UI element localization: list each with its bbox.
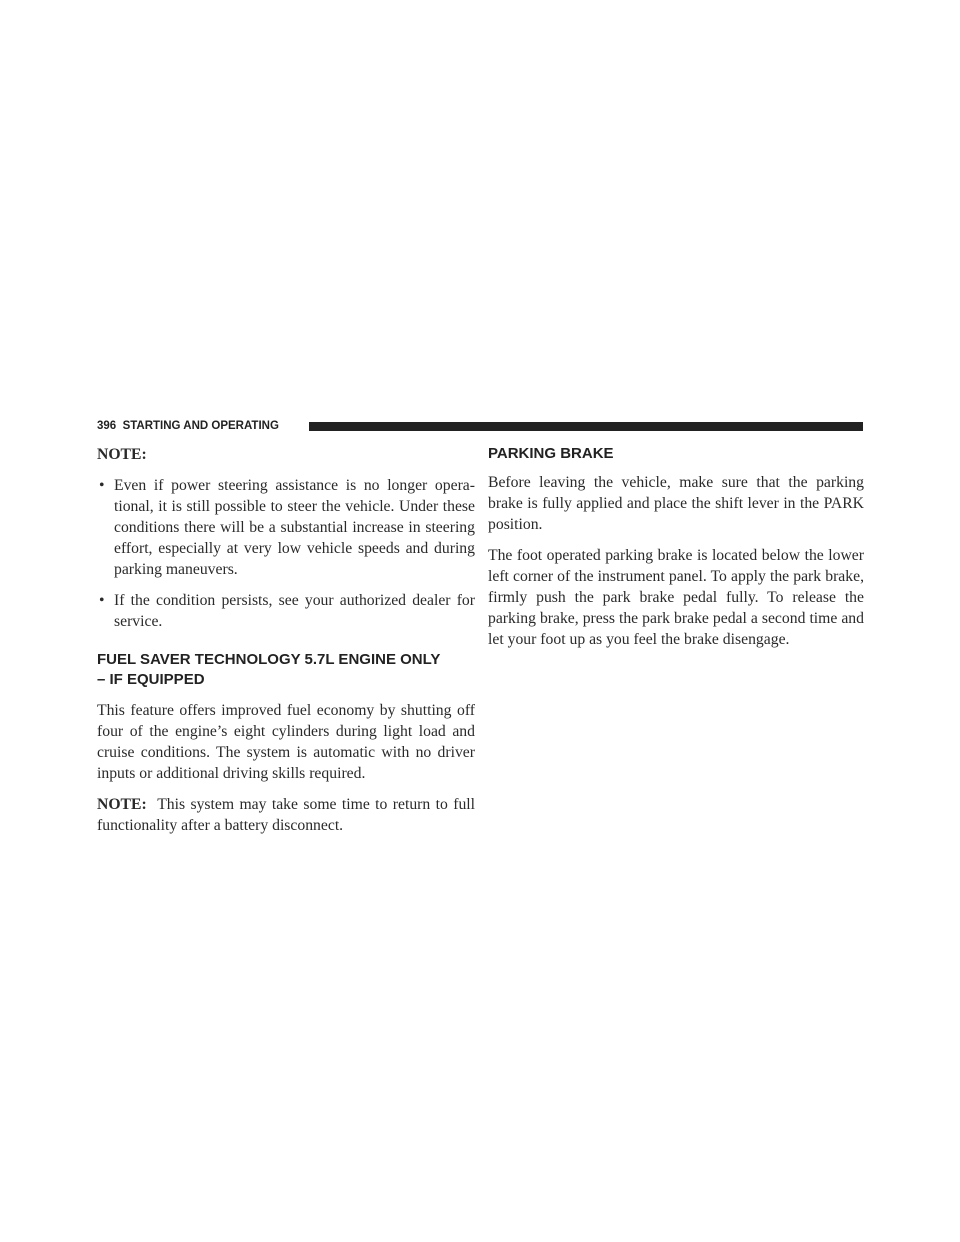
section-title: STARTING AND OPERATING <box>122 420 279 432</box>
page-number: 396 <box>97 420 117 432</box>
list-item <box>97 475 475 580</box>
fuel-heading-line2: – IF EQUIPPED <box>97 671 205 688</box>
note-text: This system may take some time to return to full functionality after a battery disconnect. <box>97 796 476 834</box>
fuel-saver-paragraph: This feature offers improved fuel economy by shutting off four of the engine’s eight cylinders during light load and cruise conditions. The system is automatic with no driver inputs or additional driving skills required. <box>97 702 475 782</box>
list-item <box>97 590 475 632</box>
right-column <box>488 444 864 660</box>
fuel-saver-heading <box>97 650 475 690</box>
battery-note-paragraph <box>97 794 475 836</box>
parking-paragraph-2: The foot operated parking brake is located below the lower left corner of the instrument panel. To apply the park brake, firmly push the park brake pedal fully. To release the parking brake, press the park brake pedal a second time and let your foot up as you feel the brake disengage. <box>488 547 864 648</box>
note-label: NOTE: <box>97 796 147 813</box>
header-rule <box>309 422 863 431</box>
note-heading: NOTE: <box>97 446 147 463</box>
parking-brake-heading: PARKING BRAKE <box>488 445 614 462</box>
left-column <box>97 444 475 846</box>
bullet-text: If the condition persists, see your authorized dealer for service. <box>114 592 475 630</box>
parking-paragraph-1: Before leaving the vehicle, make sure that the parking brake is fully applied and place the shift lever in the PARK position. <box>488 474 864 533</box>
note-bullet-list <box>97 475 475 632</box>
running-header <box>97 420 279 432</box>
bullet-marker: • <box>99 477 105 494</box>
fuel-heading-line1: FUEL SAVER TECHNOLOGY 5.7L ENGINE ONLY <box>97 651 441 668</box>
page-header <box>97 420 863 434</box>
bullet-marker: • <box>99 592 105 609</box>
bullet-text: Even if power steering assistance is no longer opera-tional, it is still possible to steer the vehicle. Under these conditions there will be a substantial increase in steering effort, especially at very low vehicle speeds and during parking maneuvers. <box>114 477 475 578</box>
